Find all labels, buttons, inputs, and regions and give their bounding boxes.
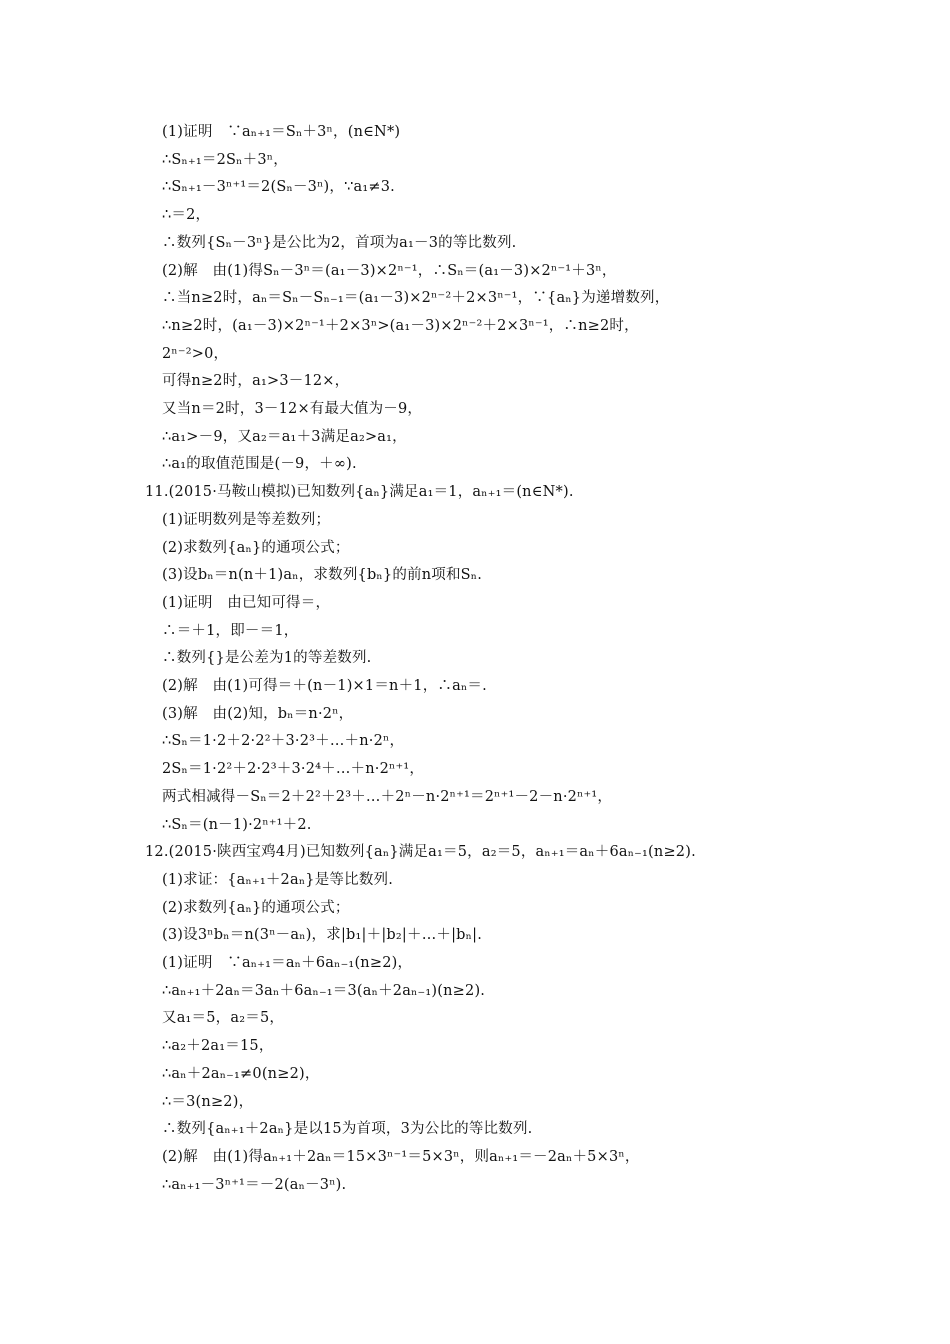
problem-heading-line: 11.(2015·马鞍山模拟)已知数列{aₙ}满足a₁＝1，aₙ₊₁＝(n∈N*).	[145, 484, 574, 500]
problem-heading-line: 12.(2015·陕西宝鸡4月)已知数列{aₙ}满足a₁＝5，a₂＝5，aₙ₊₁＝aₙ＋6aₙ₋₁(n≥2).	[145, 844, 696, 860]
text-line: (1)证明 ∵aₙ₊₁＝aₙ＋6aₙ₋₁(n≥2)，	[162, 955, 413, 971]
text-line: 两式相减得－Sₙ＝2＋2²＋2³＋…＋2ⁿ－n·2ⁿ⁺¹＝2ⁿ⁺¹－2－n·2ⁿ⁺¹，	[162, 789, 613, 805]
text-line: (2)求数列{aₙ}的通项公式；	[162, 540, 350, 556]
text-line: ∴Sₙ₊₁＝2Sₙ＋3ⁿ，	[162, 152, 288, 168]
text-line: ∴＝＋1，即－＝1，	[162, 623, 299, 639]
text-line: ∴Sₙ＝(n－1)·2ⁿ⁺¹＋2.	[162, 817, 312, 833]
text-line: ∴n≥2时，(a₁－3)×2ⁿ⁻¹＋2×3ⁿ>(a₁－3)×2ⁿ⁻²＋2×3ⁿ⁻¹，∴n≥2时，	[162, 318, 639, 334]
text-line: ∴aₙ₊₁－3ⁿ⁺¹＝－2(aₙ－3ⁿ).	[162, 1177, 347, 1193]
text-line: ∴＝2，	[162, 207, 211, 223]
text-line: ∴当n≥2时，aₙ＝Sₙ－Sₙ₋₁＝(a₁－3)×2ⁿ⁻²＋2×3ⁿ⁻¹，∵{aₙ}为递增数列，	[162, 290, 670, 306]
text-line: (3)设bₙ＝n(n＋1)aₙ，求数列{bₙ}的前n项和Sₙ.	[162, 567, 483, 583]
text-line: ∴＝3(n≥2)，	[162, 1094, 254, 1110]
text-line: 又a₁＝5，a₂＝5，	[162, 1010, 285, 1026]
text-line: ∴数列{aₙ₊₁＋2aₙ}是以15为首项，3为公比的等比数列.	[162, 1121, 533, 1137]
text-line: (3)设3ⁿbₙ＝n(3ⁿ－aₙ)，求|b₁|＋|b₂|＋…＋|bₙ|.	[162, 927, 483, 943]
text-line: 又当n＝2时，3－12×有最大值为－9，	[162, 401, 423, 417]
text-line: (2)解 由(1)可得＝＋(n－1)×1＝n＋1，∴aₙ＝.	[162, 678, 487, 694]
text-line: 2ⁿ⁻²>0，	[162, 346, 229, 362]
text-line: ∴Sₙ₊₁－3ⁿ⁺¹＝2(Sₙ－3ⁿ)，∵a₁≠3.	[162, 179, 395, 195]
text-line: ∴a₂＋2a₁＝15，	[162, 1038, 274, 1054]
text-line: ∴a₁>－9，又a₂＝a₁＋3满足a₂>a₁，	[162, 429, 407, 445]
text-line: (2)解 由(1)得aₙ₊₁＋2aₙ＝15×3ⁿ⁻¹＝5×3ⁿ，则aₙ₊₁＝－2aₙ＋5×3ⁿ，	[162, 1149, 640, 1165]
text-line: ∴aₙ₊₁＋2aₙ＝3aₙ＋6aₙ₋₁＝3(aₙ＋2aₙ₋₁)(n≥2).	[162, 983, 486, 999]
text-line: (2)解 由(1)得Sₙ－3ⁿ＝(a₁－3)×2ⁿ⁻¹，∴Sₙ＝(a₁－3)×2ⁿ⁻¹＋3ⁿ，	[162, 263, 617, 279]
text-line: (2)求数列{aₙ}的通项公式；	[162, 900, 350, 916]
text-line: ∴数列{Sₙ－3ⁿ}是公比为2，首项为a₁－3的等比数列.	[162, 235, 517, 251]
text-line: ∴数列{}是公差为1的等差数列.	[162, 650, 372, 666]
text-line: (3)解 由(2)知，bₙ＝n·2ⁿ，	[162, 706, 354, 722]
text-line: (1)证明 由已知可得＝，	[162, 595, 331, 611]
text-line: ∴a₁的取值范围是(－9，＋∞).	[162, 456, 357, 472]
text-line: ∴aₙ＋2aₙ₋₁≠0(n≥2)，	[162, 1066, 320, 1082]
text-line: ∴Sₙ＝1·2＋2·2²＋3·2³＋…＋n·2ⁿ，	[162, 733, 405, 749]
text-line: 2Sₙ＝1·2²＋2·2³＋3·2⁴＋…＋n·2ⁿ⁺¹，	[162, 761, 425, 777]
text-line: (1)证明数列是等差数列；	[162, 512, 331, 528]
text-line: 可得n≥2时，a₁>3－12×，	[162, 373, 350, 389]
text-line: (1)证明 ∵aₙ₊₁＝Sₙ＋3ⁿ，(n∈N*)	[162, 124, 401, 140]
text-line: (1)求证：{aₙ₊₁＋2aₙ}是等比数列.	[162, 872, 394, 888]
